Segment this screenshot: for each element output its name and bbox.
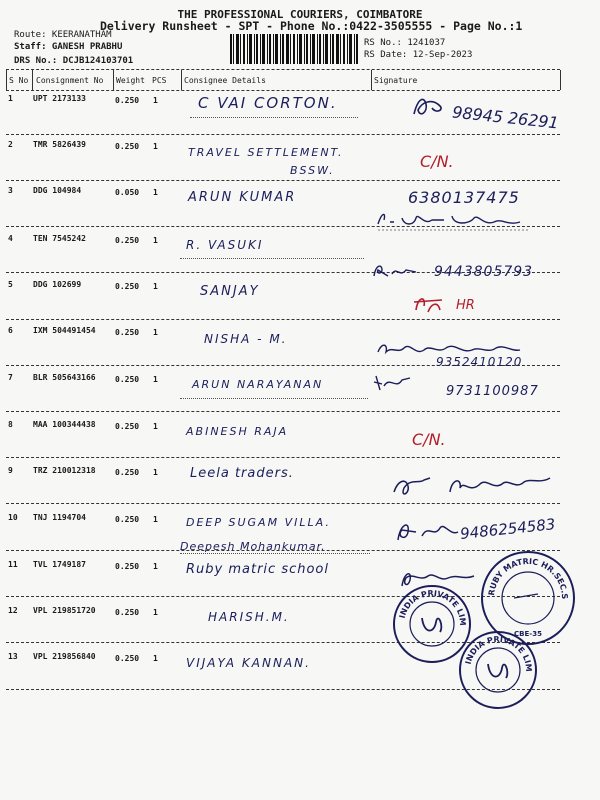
row-consignment: MAA 100344438: [33, 420, 96, 429]
row-sno: 13: [8, 652, 18, 661]
row-sno: 11: [8, 560, 18, 569]
signature-scribble: [372, 372, 412, 392]
signature-phone: 9443805793: [434, 264, 534, 280]
company-title: THE PROFESSIONAL COURIERS, COIMBATORE: [177, 8, 423, 21]
signature-mark: HR: [456, 298, 475, 313]
barcode: [230, 34, 358, 64]
row-weight: 0.250: [115, 328, 140, 337]
signature-mark: C/N.: [420, 152, 454, 171]
row-consignment: TRZ 210012318: [33, 466, 96, 475]
signature-scribble: [372, 260, 432, 280]
row-weight: 0.250: [115, 608, 140, 617]
row-pcs: 1: [153, 562, 158, 571]
row-sno: 10: [8, 513, 18, 522]
row-pcs: 1: [153, 422, 158, 431]
row-consignment: VPL 219851720: [33, 606, 96, 615]
col-divider: [6, 70, 7, 90]
row-sno: 4: [8, 234, 13, 243]
consignee-handwriting: ABINESH RAJA: [186, 425, 289, 438]
svg-text:INDIA PRIVATE LIMITED: [387, 575, 468, 626]
row-weight: 0.250: [115, 282, 140, 291]
col-divider: [32, 70, 33, 90]
row-pcs: 1: [153, 96, 158, 105]
col-divider: [181, 70, 182, 90]
consignee-handwriting: C VAI CORTON.: [198, 94, 338, 112]
signature-phone: 9731100987: [446, 384, 539, 399]
row-weight: 0.250: [115, 562, 140, 571]
row-sno: 3: [8, 186, 13, 195]
col-divider: [113, 70, 114, 90]
row-rule: [6, 457, 560, 458]
row-pcs: 1: [153, 468, 158, 477]
seal-subtext: CBE-35: [514, 630, 542, 638]
consignee-handwriting: NISHA - M.: [204, 332, 288, 346]
row-consignment: UPT 2173133: [33, 94, 86, 103]
consignee-handwriting: ARUN KUMAR: [188, 190, 297, 205]
consignee-handwriting: R. VASUKI: [186, 238, 264, 252]
svg-text:RUBY MATRIC HR.SEC.SCHOOL: [475, 541, 570, 600]
signature-phone: 98945 26291: [451, 102, 560, 133]
row-rule: [6, 134, 560, 135]
row-consignment: VPL 219856840: [33, 652, 96, 661]
consignee-handwriting: DEEP SUGAM VILLA.: [186, 516, 331, 529]
row-sno: 6: [8, 326, 13, 335]
row-pcs: 1: [153, 608, 158, 617]
row-sno: 7: [8, 373, 13, 382]
consignee-handwriting: SANJAY: [200, 284, 260, 299]
svg-text:INDIA PRIVATE LIMITED: [453, 621, 534, 672]
row-sno: 5: [8, 280, 13, 289]
signature-mark: C/N.: [412, 430, 446, 449]
row-sno: 8: [8, 420, 13, 429]
write-line: [180, 553, 370, 554]
consignee-handwriting: BSSW.: [290, 164, 335, 177]
row-sno: 9: [8, 466, 13, 475]
col-divider: [560, 70, 561, 90]
row-pcs: 1: [153, 236, 158, 245]
row-rule: [6, 180, 560, 181]
row-consignment: IXM 504491454: [33, 326, 96, 335]
col-header-signature: Signature: [374, 76, 418, 85]
row-pcs: 1: [153, 515, 158, 524]
row-weight: 0.250: [115, 654, 140, 663]
row-weight: 0.250: [115, 96, 140, 105]
row-consignment: DDG 104984: [33, 186, 82, 195]
signature-scribble: [374, 208, 534, 232]
signature-scribble: [392, 514, 462, 548]
row-weight: 0.250: [115, 468, 140, 477]
drs-number: DRS No.: DCJB124103701: [14, 56, 134, 66]
row-sno: 2: [8, 140, 13, 149]
row-pcs: 1: [153, 142, 158, 151]
row-rule: [6, 319, 560, 320]
row-weight: 0.050: [115, 188, 140, 197]
rs-number: RS No.: 1241037: [364, 38, 446, 48]
col-header-weight: Weight: [116, 76, 145, 85]
row-weight: 0.250: [115, 236, 140, 245]
seal-text: INDIA PRIVATE LIMITED: [452, 621, 534, 673]
row-consignment: TEN 7545242: [33, 234, 86, 243]
consignee-handwriting: Ruby matric school: [186, 562, 329, 577]
col-header-consignment: Consignment No: [36, 76, 104, 85]
consignee-handwriting: HARISH.M.: [208, 610, 290, 624]
signature-phone: 6380137475: [408, 188, 520, 207]
consignee-handwriting: Leela traders.: [190, 466, 294, 481]
signature-scribble: [390, 470, 560, 504]
row-pcs: 1: [153, 328, 158, 337]
row-pcs: 1: [153, 188, 158, 197]
consignee-handwriting: TRAVEL SETTLEMENT.: [188, 146, 344, 159]
write-line: [190, 117, 358, 118]
table-top-rule: [6, 69, 560, 70]
route-label: Route: KEERANATHAM: [14, 30, 112, 40]
runsheet-subtitle: Delivery Runsheet - SPT - Phone No.:0422-3505555 - Page No.:1: [100, 19, 523, 33]
row-consignment: TMR 5826439: [33, 140, 86, 149]
row-consignment: DDG 102699: [33, 280, 82, 289]
col-header-pcs: PCS: [152, 76, 167, 85]
company-seal-stamp: [452, 621, 540, 712]
row-pcs: 1: [153, 375, 158, 384]
row-consignment: BLR 505643166: [33, 373, 96, 382]
write-line: [180, 398, 368, 399]
col-divider: [371, 70, 372, 90]
signature-phone: 9486254583: [459, 515, 557, 543]
row-pcs: 1: [153, 654, 158, 663]
row-sno: 1: [8, 94, 13, 103]
row-sno: 12: [8, 606, 18, 615]
col-header-sno: S No: [9, 76, 29, 85]
row-pcs: 1: [153, 282, 158, 291]
row-consignment: TNJ 1194704: [33, 513, 86, 522]
row-weight: 0.250: [115, 515, 140, 524]
signature-scribble: [410, 92, 450, 122]
consignee-handwriting: Deepesh Mohankumar.: [180, 540, 326, 553]
signature-phone: 9352410120: [436, 355, 523, 369]
signature-scribble: [412, 292, 446, 316]
row-weight: 0.250: [115, 142, 140, 151]
row-rule: [6, 596, 560, 597]
row-weight: 0.250: [115, 375, 140, 384]
write-line: [180, 258, 364, 259]
consignee-handwriting: VIJAYA KANNAN.: [186, 656, 311, 670]
seal-text: RUBY MATRIC HR.SEC.SCHOOL: [474, 541, 570, 600]
row-weight: 0.250: [115, 422, 140, 431]
col-header-consignee: Consignee Details: [184, 76, 266, 85]
table-header-rule: [6, 90, 560, 91]
row-consignment: TVL 1749187: [33, 560, 86, 569]
staff-label: Staff: GANESH PRABHU: [14, 42, 123, 52]
seal-text: INDIA PRIVATE LIMITED: [386, 575, 468, 627]
rs-date: RS Date: 12-Sep-2023: [364, 50, 473, 60]
row-rule: [6, 411, 560, 412]
consignee-handwriting: ARUN NARAYANAN: [192, 378, 324, 391]
